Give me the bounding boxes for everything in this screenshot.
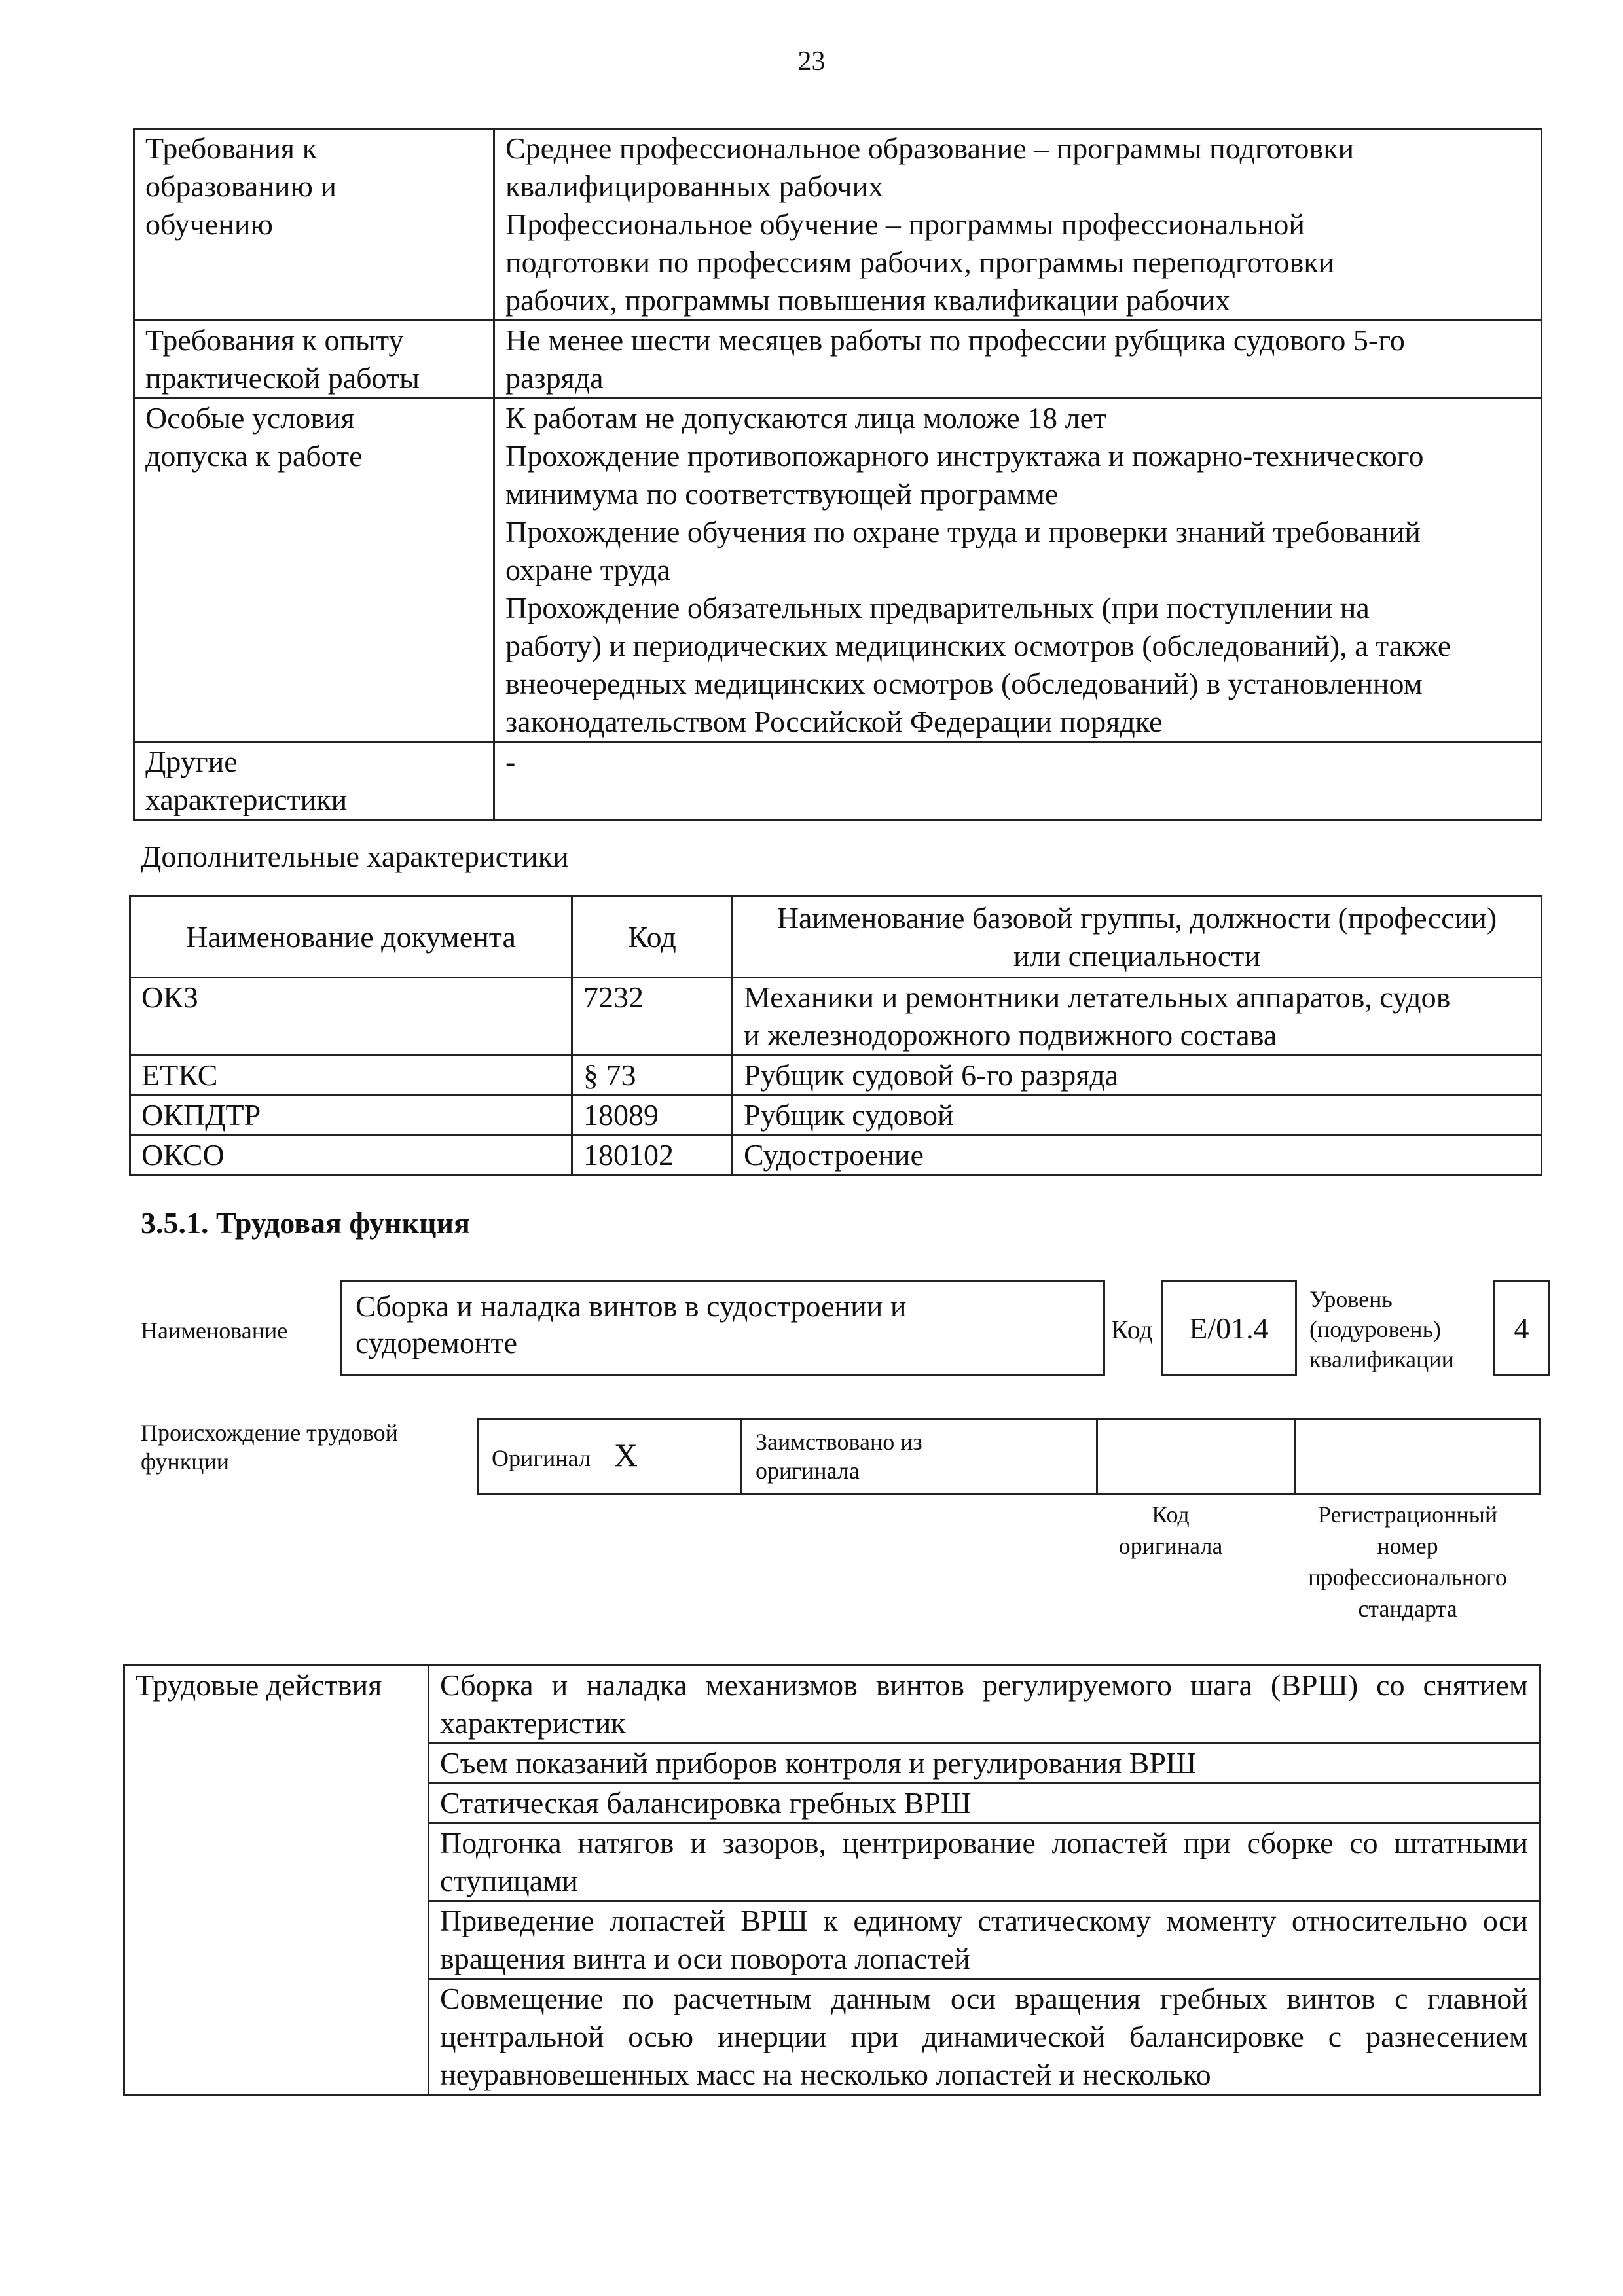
original-code-caption: Код оригинала [1118, 1501, 1223, 1559]
table-row [130, 978, 1542, 1056]
table-row [134, 742, 1542, 820]
function-name-label: Наименование [141, 1318, 288, 1344]
cell: Рубщик судовой 6-го разряда [733, 1056, 1542, 1096]
table-row [478, 1419, 1540, 1494]
action-item: Подгонка натягов и зазоров, центрирование лопастей при сборке со штатными ступицами [429, 1823, 1540, 1901]
original-mark: X [613, 1436, 638, 1473]
actions-table [123, 1664, 1541, 2096]
row-label: Особые условия допуска к работе [134, 399, 494, 742]
row-label: Требования к образованию и обучению [134, 129, 494, 321]
table-row [134, 129, 1542, 321]
action-item: Совмещение по расчетным данным оси вращения гребных винтов с главной центральной осью инерции при динамической балансировке с разнесением неуравновешенных масс на несколько лопастей и несколько [429, 1979, 1540, 2095]
table-header [130, 897, 1542, 978]
action-item: Съем показаний приборов контроля и регулирования ВРШ [429, 1744, 1540, 1784]
original-label: Оригинал [492, 1444, 591, 1471]
cell: Рубщик судовой [733, 1096, 1542, 1136]
table-row [130, 1056, 1542, 1096]
cell: 18089 [572, 1096, 733, 1136]
row-value: Не менее шести месяцев работы по профессии рубщика судового 5-го разряда [494, 321, 1542, 399]
cell: Механики и ремонтники летательных аппаратов, судов и железнодорожного подвижного состава [733, 978, 1542, 1056]
cell: Судостроение [733, 1136, 1542, 1175]
action-item: Сборка и наладка механизмов винтов регулируемого шага (ВРШ) со снятием характеристик [429, 1666, 1540, 1744]
function-name-value: Сборка и наладка винтов в судостроении и судоремонте [340, 1280, 1105, 1376]
cell: ОКПДТР [130, 1096, 572, 1136]
header-cell: Код [572, 897, 733, 978]
cell: § 73 [572, 1056, 733, 1096]
cell: 7232 [572, 978, 733, 1056]
original-code-cell [1097, 1419, 1296, 1494]
action-item: Статическая балансировка гребных ВРШ [429, 1784, 1540, 1823]
level-label: Уровень (подуровень) квалификации [1309, 1286, 1454, 1372]
function-code-label: Код [1111, 1315, 1153, 1344]
level-value: 4 [1493, 1280, 1550, 1376]
cell: ОКЗ [130, 978, 572, 1056]
table-row [130, 1136, 1542, 1175]
origin-table [477, 1418, 1541, 1495]
table-row [124, 1666, 1540, 1744]
row-label: Требования к опыту практической работы [134, 321, 494, 399]
additional-title: Дополнительные характеристики [141, 840, 569, 873]
row-label: Другие характеристики [134, 742, 494, 820]
cell: ОКСО [130, 1136, 572, 1175]
origin-label: Происхождение трудовой функции [141, 1420, 398, 1475]
cell: ЕТКС [130, 1056, 572, 1096]
row-value: - [494, 742, 1542, 820]
reg-number-cell [1296, 1419, 1540, 1494]
actions-label: Трудовые действия [124, 1666, 429, 2095]
table-row [130, 1096, 1542, 1136]
additional-table [129, 895, 1542, 1176]
borrowed-cell: Заимствовано из оригинала [742, 1419, 1097, 1494]
function-code-value: E/01.4 [1161, 1280, 1297, 1376]
table-row [134, 399, 1542, 742]
requirements-table [133, 128, 1542, 821]
table-row [134, 321, 1542, 399]
cell: 180102 [572, 1136, 733, 1175]
header-cell: Наименование базовой группы, должности (профессии) или специальности [733, 897, 1542, 978]
page-number: 23 [797, 46, 826, 77]
row-value: Среднее профессиональное образование – программы подготовки квалифицированных рабочих Профессиональное обучение – программы профессиональной подготовки по профессиям рабочих, программы переподготовки рабочих, программы повышения квалификации рабочих [494, 129, 1542, 321]
action-item: Приведение лопастей ВРШ к единому статическому моменту относительно оси вращения винта и оси поворота лопастей [429, 1901, 1540, 1979]
section-title: 3.5.1. Трудовая функция [141, 1206, 470, 1240]
row-value: К работам не допускаются лица моложе 18 лет Прохождение противопожарного инструктажа и пожарно-технического минимума по соответствующей программе Прохождение обучения по охране труда и проверки знаний требований охране труда Прохождение обязательных предварительных (при поступлении на работу) и периодических медицинских осмотров (обследований), а также внеочередных медицинских осмотров (обследований) в установленном законодательством Российской Федерации порядке [494, 399, 1542, 742]
header-cell: Наименование документа [130, 897, 572, 978]
original-cell [478, 1419, 742, 1494]
reg-number-caption: Регистрационный номер профессионального стандарта [1308, 1501, 1507, 1622]
